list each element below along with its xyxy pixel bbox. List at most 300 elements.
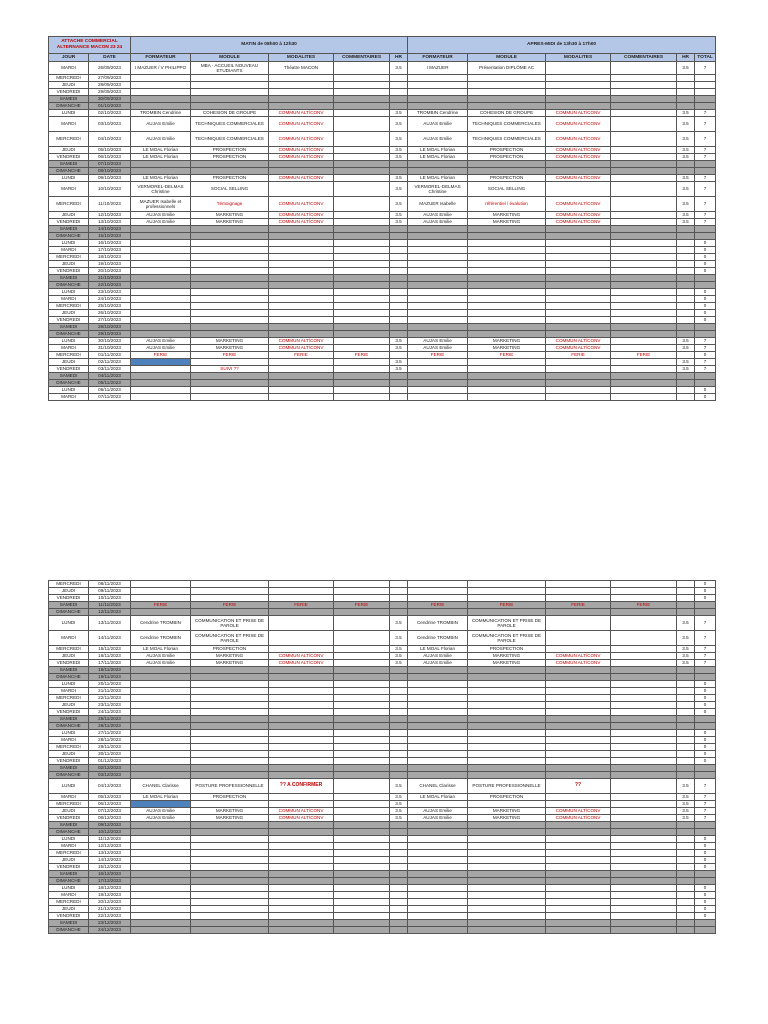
schedule-cell <box>408 772 468 779</box>
schedule-cell <box>131 387 191 394</box>
schedule-cell <box>546 296 611 303</box>
col-header: TOTAL <box>695 54 716 62</box>
schedule-cell <box>131 899 191 906</box>
schedule-row <box>49 829 716 836</box>
schedule-cell: 18/10/2023 <box>89 254 131 261</box>
schedule-cell: COMMUN ALT/CONV <box>546 338 611 345</box>
schedule-row <box>49 667 716 674</box>
schedule-cell <box>408 609 468 616</box>
schedule-cell: 7 <box>695 182 716 197</box>
schedule-cell: 08/10/2023 <box>89 168 131 175</box>
schedule-cell: 06/10/2023 <box>89 154 131 161</box>
schedule-cell <box>695 920 716 927</box>
schedule-cell <box>611 815 677 822</box>
col-header: DATE <box>89 54 131 62</box>
schedule-cell <box>131 609 191 616</box>
schedule-cell <box>191 899 269 906</box>
schedule-cell <box>468 688 546 695</box>
schedule-cell <box>191 226 269 233</box>
schedule-cell <box>334 588 390 595</box>
schedule-cell <box>611 324 677 331</box>
schedule-cell: 0 <box>695 268 716 275</box>
schedule-cell: 17/12/2023 <box>89 878 131 885</box>
schedule-cell: DIMANCHE <box>49 331 89 338</box>
schedule-cell <box>546 695 611 702</box>
schedule-cell <box>677 836 695 843</box>
schedule-cell: COMMUN ALT/CONV <box>546 117 611 132</box>
schedule-cell <box>191 89 269 96</box>
schedule-cell: MARDI <box>49 394 89 401</box>
schedule-cell <box>611 132 677 147</box>
schedule-cell: 24/10/2023 <box>89 296 131 303</box>
schedule-cell <box>334 609 390 616</box>
schedule-cell <box>334 857 390 864</box>
schedule-cell <box>334 892 390 899</box>
schedule-cell: COMMUN ALT/CONV <box>269 212 334 219</box>
schedule-cell <box>695 103 716 110</box>
schedule-cell <box>408 681 468 688</box>
schedule-cell <box>546 892 611 899</box>
schedule-cell <box>390 282 408 289</box>
schedule-cell <box>611 338 677 345</box>
schedule-cell <box>546 161 611 168</box>
schedule-cell <box>677 226 695 233</box>
schedule-cell <box>269 588 334 595</box>
schedule-cell <box>546 581 611 588</box>
schedule-cell <box>390 709 408 716</box>
schedule-cell <box>334 110 390 117</box>
schedule-cell <box>269 878 334 885</box>
schedule-cell: SAMEDI <box>49 822 89 829</box>
schedule-cell: DIMANCHE <box>49 723 89 730</box>
schedule-cell: AUJAS Emilie <box>408 808 468 815</box>
schedule-cell <box>468 609 546 616</box>
schedule-cell <box>269 609 334 616</box>
schedule-cell <box>468 758 546 765</box>
schedule-cell: 02/11/2023 <box>89 359 131 366</box>
schedule-cell <box>408 709 468 716</box>
schedule-cell <box>408 822 468 829</box>
schedule-cell: MARKETING <box>468 345 546 352</box>
schedule-cell: MARKETING <box>468 212 546 219</box>
schedule-row <box>49 247 716 254</box>
schedule-cell: 13/11/2023 <box>89 616 131 631</box>
schedule-cell <box>468 240 546 247</box>
schedule-row <box>49 779 716 794</box>
schedule-cell <box>408 168 468 175</box>
schedule-cell: 0 <box>695 744 716 751</box>
schedule-cell <box>408 674 468 681</box>
schedule-cell: DIMANCHE <box>49 829 89 836</box>
schedule-cell <box>269 182 334 197</box>
schedule-cell <box>408 387 468 394</box>
schedule-cell: COMMUNICATION ET PRISE DE PAROLE <box>191 616 269 631</box>
schedule-cell <box>546 103 611 110</box>
col-header: HR <box>390 54 408 62</box>
schedule-cell <box>269 758 334 765</box>
schedule-cell <box>334 871 390 878</box>
schedule-cell <box>677 82 695 89</box>
schedule-cell <box>468 920 546 927</box>
schedule-cell: LE MOAL Florian <box>408 175 468 182</box>
col-header: COMMENTAIRES <box>611 54 677 62</box>
schedule-cell <box>611 96 677 103</box>
schedule-cell <box>546 906 611 913</box>
schedule-cell <box>390 723 408 730</box>
schedule-cell: 3.5 <box>390 345 408 352</box>
schedule-row <box>49 674 716 681</box>
schedule-cell <box>191 282 269 289</box>
schedule-cell <box>611 359 677 366</box>
schedule-cell: 01/12/2023 <box>89 758 131 765</box>
schedule-cell: DIMANCHE <box>49 609 89 616</box>
schedule-cell: DIMANCHE <box>49 282 89 289</box>
schedule-cell: DIMANCHE <box>49 168 89 175</box>
schedule-cell: MARDI <box>49 345 89 352</box>
schedule-cell: LUNDI <box>49 730 89 737</box>
schedule-cell <box>334 716 390 723</box>
schedule-cell <box>131 822 191 829</box>
schedule-cell: 3.5 <box>390 646 408 653</box>
schedule-cell: COMMUN ALT/CONV <box>546 212 611 219</box>
schedule-cell <box>408 89 468 96</box>
schedule-cell <box>468 161 546 168</box>
schedule-cell: 3.5 <box>677 212 695 219</box>
schedule-cell: COMMUNICATION ET PRISE DE PAROLE <box>191 631 269 646</box>
schedule-cell <box>191 864 269 871</box>
schedule-cell: 3.5 <box>390 117 408 132</box>
schedule-row <box>49 175 716 182</box>
schedule-cell: AUJAS Emilie <box>408 212 468 219</box>
schedule-cell: PROSPECTION <box>468 646 546 653</box>
schedule-cell <box>334 387 390 394</box>
schedule-cell <box>131 89 191 96</box>
schedule-cell <box>611 688 677 695</box>
schedule-cell <box>611 282 677 289</box>
schedule-cell <box>269 871 334 878</box>
schedule-cell: 21/12/2023 <box>89 906 131 913</box>
schedule-cell <box>390 75 408 82</box>
schedule-cell: VENDREDI <box>49 864 89 871</box>
schedule-row <box>49 653 716 660</box>
schedule-cell: FERIE <box>191 352 269 359</box>
schedule-cell <box>546 836 611 843</box>
schedule-cell <box>468 857 546 864</box>
schedule-cell <box>390 674 408 681</box>
schedule-cell <box>269 380 334 387</box>
schedule-cell: 12/11/2023 <box>89 609 131 616</box>
schedule-cell <box>131 82 191 89</box>
schedule-cell <box>695 927 716 934</box>
schedule-cell <box>695 82 716 89</box>
schedule-cell <box>390 920 408 927</box>
schedule-cell <box>390 822 408 829</box>
schedule-cell: LE MOAL Florian <box>408 147 468 154</box>
schedule-cell <box>131 744 191 751</box>
schedule-row <box>49 850 716 857</box>
schedule-row <box>49 595 716 602</box>
schedule-cell <box>390 317 408 324</box>
schedule-row <box>49 878 716 885</box>
schedule-cell: 05/10/2023 <box>89 147 131 154</box>
schedule-cell: MERCREDI <box>49 850 89 857</box>
schedule-cell <box>269 296 334 303</box>
schedule-cell: AUJAS Emilie <box>408 132 468 147</box>
schedule-cell: DIMANCHE <box>49 878 89 885</box>
schedule-cell: 16/11/2023 <box>89 653 131 660</box>
schedule-cell: 15/10/2023 <box>89 233 131 240</box>
schedule-cell <box>695 161 716 168</box>
schedule-cell: MARDI <box>49 843 89 850</box>
schedule-cell <box>131 850 191 857</box>
schedule-cell <box>408 927 468 934</box>
schedule-cell <box>334 103 390 110</box>
schedule-cell: 28/09/2023 <box>89 82 131 89</box>
schedule-cell <box>191 674 269 681</box>
schedule-cell <box>611 261 677 268</box>
schedule-cell: MARKETING <box>468 338 546 345</box>
schedule-cell: COMMUN ALT/CONV <box>269 338 334 345</box>
schedule-row <box>49 794 716 801</box>
schedule-cell <box>390 667 408 674</box>
schedule-cell <box>468 359 546 366</box>
schedule-cell: PROSPECTION <box>468 175 546 182</box>
schedule-cell <box>611 653 677 660</box>
schedule-cell: 21/11/2023 <box>89 688 131 695</box>
schedule-cell <box>334 268 390 275</box>
schedule-cell <box>131 843 191 850</box>
schedule-cell <box>611 850 677 857</box>
schedule-row <box>49 373 716 380</box>
schedule-cell <box>334 864 390 871</box>
schedule-cell <box>191 233 269 240</box>
schedule-row <box>49 96 716 103</box>
schedule-cell <box>677 282 695 289</box>
schedule-cell <box>468 801 546 808</box>
schedule-cell <box>408 289 468 296</box>
schedule-cell <box>468 906 546 913</box>
schedule-cell <box>131 261 191 268</box>
schedule-cell: COMMUN ALT/CONV <box>269 147 334 154</box>
schedule-cell: 0 <box>695 247 716 254</box>
schedule-cell <box>390 765 408 772</box>
schedule-cell <box>390 927 408 934</box>
schedule-cell: 03/10/2023 <box>89 117 131 132</box>
schedule-cell <box>269 240 334 247</box>
schedule-cell <box>191 268 269 275</box>
schedule-cell: MBA - ACCUEIL NOUVEAU ETUDIANTS <box>191 62 269 75</box>
schedule-cell <box>191 240 269 247</box>
schedule-cell <box>390 96 408 103</box>
schedule-cell: LUNDI <box>49 616 89 631</box>
schedule-row <box>49 352 716 359</box>
schedule-cell: FERIE <box>131 352 191 359</box>
schedule-cell <box>611 247 677 254</box>
schedule-cell: 14/12/2023 <box>89 857 131 864</box>
schedule-cell <box>191 822 269 829</box>
schedule-cell: I MAZUER <box>408 62 468 75</box>
schedule-cell <box>695 667 716 674</box>
schedule-cell: 16/12/2023 <box>89 871 131 878</box>
schedule-cell: JEUDI <box>49 82 89 89</box>
schedule-cell <box>468 836 546 843</box>
schedule-cell <box>408 296 468 303</box>
schedule-cell: 05/12/2023 <box>89 794 131 801</box>
schedule-cell <box>334 595 390 602</box>
schedule-cell <box>611 801 677 808</box>
schedule-row <box>49 927 716 934</box>
schedule-row <box>49 289 716 296</box>
schedule-cell <box>131 282 191 289</box>
schedule-cell <box>408 324 468 331</box>
schedule-cell <box>131 892 191 899</box>
schedule-cell <box>390 744 408 751</box>
schedule-row <box>49 815 716 822</box>
schedule-cell: COMMUNICATION ET PRISE DE PAROLE <box>468 616 546 631</box>
schedule-cell <box>269 275 334 282</box>
schedule-cell: 7 <box>695 646 716 653</box>
schedule-cell <box>546 737 611 744</box>
schedule-cell <box>191 303 269 310</box>
schedule-cell <box>677 103 695 110</box>
schedule-cell: SAMEDI <box>49 324 89 331</box>
schedule-cell <box>611 275 677 282</box>
schedule-cell: 3.5 <box>677 110 695 117</box>
schedule-cell <box>390 254 408 261</box>
schedule-cell <box>191 75 269 82</box>
schedule-cell <box>677 387 695 394</box>
schedule-cell <box>131 751 191 758</box>
schedule-cell <box>334 182 390 197</box>
schedule-cell: 04/12/2023 <box>89 779 131 794</box>
schedule-cell <box>269 674 334 681</box>
schedule-cell <box>334 310 390 317</box>
schedule-cell <box>269 765 334 772</box>
schedule-cell: 0 <box>695 581 716 588</box>
schedule-cell: 7 <box>695 110 716 117</box>
schedule-cell <box>611 681 677 688</box>
schedule-row <box>49 394 716 401</box>
schedule-cell: COMMUN ALT/CONV <box>546 132 611 147</box>
schedule-cell <box>269 836 334 843</box>
schedule-cell: LUNDI <box>49 175 89 182</box>
schedule-cell <box>546 268 611 275</box>
schedule-row <box>49 660 716 667</box>
schedule-cell: 0 <box>695 681 716 688</box>
schedule-cell: 3.5 <box>677 631 695 646</box>
schedule-cell <box>131 667 191 674</box>
schedule-cell <box>131 103 191 110</box>
schedule-cell: COMMUN ALT/CONV <box>546 175 611 182</box>
schedule-cell: SOCIAL SELLING <box>191 182 269 197</box>
schedule-cell: LE MOAL Florian <box>131 646 191 653</box>
schedule-cell <box>334 913 390 920</box>
schedule-cell: 0 <box>695 913 716 920</box>
schedule-cell <box>390 857 408 864</box>
schedule-cell <box>131 595 191 602</box>
schedule-cell <box>131 317 191 324</box>
schedule-cell <box>677 667 695 674</box>
schedule-cell: 3.5 <box>677 653 695 660</box>
schedule-cell <box>131 730 191 737</box>
schedule-cell: COMMUN ALT/CONV <box>269 219 334 226</box>
schedule-cell: MARDI <box>49 117 89 132</box>
schedule-cell: 09/10/2023 <box>89 175 131 182</box>
col-header: FORMATEUR <box>131 54 191 62</box>
schedule-cell: SAMEDI <box>49 226 89 233</box>
schedule-cell: 7 <box>695 366 716 373</box>
schedule-cell <box>191 716 269 723</box>
schedule-cell <box>611 380 677 387</box>
schedule-cell <box>677 168 695 175</box>
schedule-cell: COMMUN ALT/CONV <box>546 345 611 352</box>
schedule-cell <box>677 254 695 261</box>
schedule-cell: AUJAS Emilie <box>131 132 191 147</box>
schedule-cell <box>334 117 390 132</box>
schedule-cell: MARKETING <box>191 653 269 660</box>
schedule-cell <box>131 331 191 338</box>
schedule-cell <box>390 373 408 380</box>
schedule-cell: MARKETING <box>468 653 546 660</box>
schedule-cell <box>131 801 191 808</box>
schedule-cell <box>334 275 390 282</box>
schedule-cell <box>546 744 611 751</box>
schedule-cell <box>191 394 269 401</box>
schedule-cell: 20/11/2023 <box>89 681 131 688</box>
schedule-cell <box>611 899 677 906</box>
schedule-row <box>49 906 716 913</box>
schedule-cell <box>468 913 546 920</box>
schedule-cell <box>191 702 269 709</box>
schedule-cell <box>408 581 468 588</box>
schedule-body-1 <box>49 62 716 401</box>
schedule-cell: COMMUN ALT/CONV <box>269 660 334 667</box>
schedule-cell: FERIE <box>269 352 334 359</box>
schedule-body-2 <box>49 581 716 934</box>
schedule-cell <box>390 275 408 282</box>
schedule-cell: 3.5 <box>390 219 408 226</box>
schedule-cell <box>269 89 334 96</box>
schedule-row <box>49 836 716 843</box>
schedule-cell: 0 <box>695 695 716 702</box>
schedule-cell: 04/11/2023 <box>89 373 131 380</box>
schedule-cell: 7 <box>695 815 716 822</box>
col-header: HR <box>677 54 695 62</box>
schedule-cell <box>334 317 390 324</box>
schedule-cell: 0 <box>695 261 716 268</box>
schedule-cell: MARDI <box>49 62 89 75</box>
schedule-cell <box>677 373 695 380</box>
schedule-cell: LE MOAL Florian <box>408 154 468 161</box>
schedule-cell: MARDI <box>49 794 89 801</box>
schedule-cell <box>269 359 334 366</box>
schedule-cell <box>677 247 695 254</box>
schedule-cell: 0 <box>695 737 716 744</box>
schedule-cell: COMMUN ALT/CONV <box>269 197 334 212</box>
schedule-cell <box>468 730 546 737</box>
schedule-cell <box>546 75 611 82</box>
schedule-cell <box>468 226 546 233</box>
schedule-cell <box>468 681 546 688</box>
schedule-row <box>49 132 716 147</box>
schedule-cell <box>611 836 677 843</box>
schedule-cell: 0 <box>695 751 716 758</box>
schedule-cell <box>131 310 191 317</box>
schedule-cell <box>468 885 546 892</box>
schedule-cell <box>677 581 695 588</box>
schedule-cell: MAZUER Isabelle <box>408 197 468 212</box>
schedule-row <box>49 261 716 268</box>
